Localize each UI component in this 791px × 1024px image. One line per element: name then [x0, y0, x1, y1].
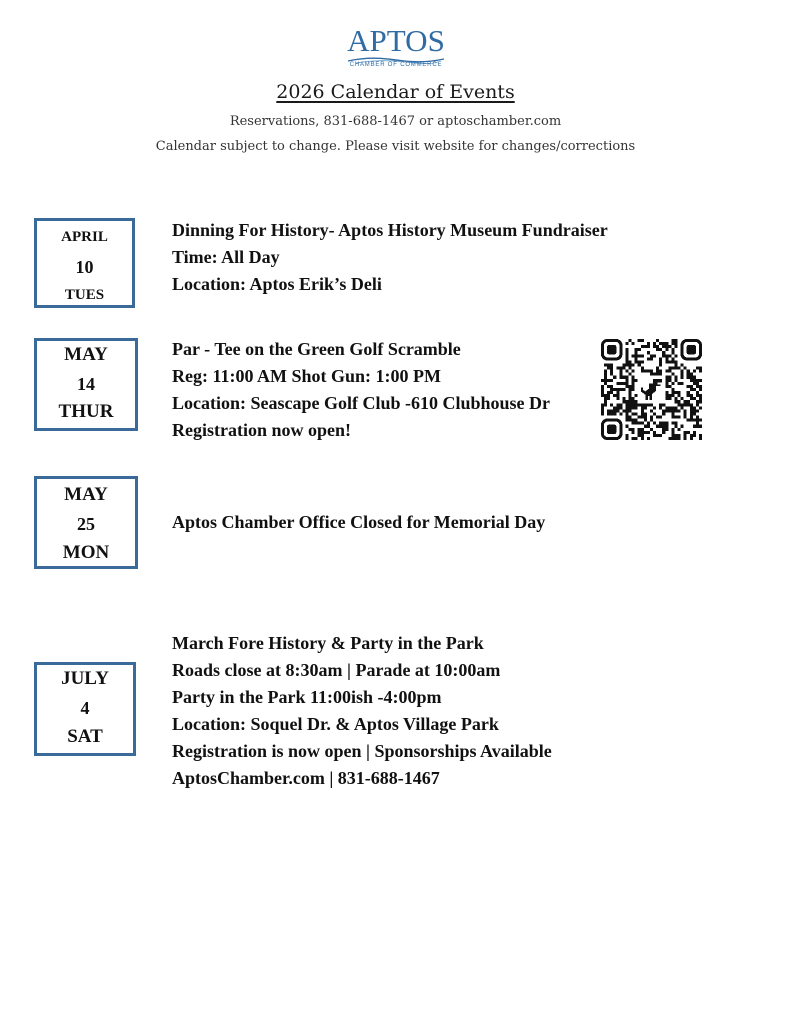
change-notice: Calendar subject to change. Please visit website for changes/corrections: [155, 139, 636, 154]
date-day: 10: [75, 257, 94, 277]
event-party-time: Party in the Park 11:00ish -4:00pm: [172, 687, 442, 707]
date-day: 25: [77, 514, 95, 534]
event-contact: AptosChamber.com | 831-688-1467: [172, 768, 440, 788]
qr-finder-pattern: [682, 341, 700, 359]
event-location: Location: Soquel Dr. & Aptos Village Park: [172, 714, 499, 734]
date-box-may-25: [34, 476, 138, 569]
aptos-chamber-logo: [345, 23, 447, 74]
dinosaur-icon: [641, 379, 662, 400]
qr-finder-pattern: [603, 341, 621, 359]
event-schedule: Roads close at 8:30am | Parade at 10:00am: [172, 660, 501, 680]
event-time: Reg: 11:00 AM Shot Gun: 1:00 PM: [172, 366, 441, 386]
event-title: Aptos Chamber Office Closed for Memorial Day: [172, 512, 546, 532]
reservations-line: Reservations, 831-688-1467 or aptoschamber.com: [229, 114, 562, 129]
page-title-text: 2026 Calendar of Events: [276, 81, 515, 103]
event-location: Location: Aptos Erik’s Deli: [172, 274, 382, 294]
logo-subtitle: CHAMBER OF COMMERCE: [349, 62, 443, 68]
event-registration: Registration is now open | Sponsorships Available: [172, 741, 552, 761]
date-box-may-14: [34, 338, 138, 431]
date-box-july-4: [34, 662, 136, 756]
event-time: Time: All Day: [172, 247, 280, 267]
date-weekday: MON: [62, 542, 110, 563]
date-month: JULY: [61, 668, 109, 689]
date-weekday: SAT: [67, 726, 103, 747]
date-day: 14: [77, 374, 95, 394]
logo-wordmark: APTOS: [347, 23, 445, 58]
date-month: APRIL: [61, 229, 108, 245]
event-location: Location: Seascape Golf Club -610 Clubhouse Dr: [172, 393, 551, 413]
date-weekday: TUES: [64, 287, 105, 303]
date-box-april-10: [34, 218, 135, 308]
event-title: Dinning For History- Aptos History Museum Fundraiser: [172, 220, 608, 240]
event-registration: Registration now open!: [172, 420, 351, 440]
event-title: March Fore History & Party in the Park: [172, 633, 484, 653]
date-month: MAY: [64, 344, 108, 365]
qr-code-icon[interactable]: [601, 339, 702, 440]
date-day: 4: [80, 698, 90, 718]
date-weekday: THUR: [58, 401, 114, 422]
page-title: [0, 80, 791, 104]
event-title: Par - Tee on the Green Golf Scramble: [172, 339, 461, 359]
qr-finder-pattern: [603, 420, 621, 438]
date-month: MAY: [64, 484, 108, 505]
